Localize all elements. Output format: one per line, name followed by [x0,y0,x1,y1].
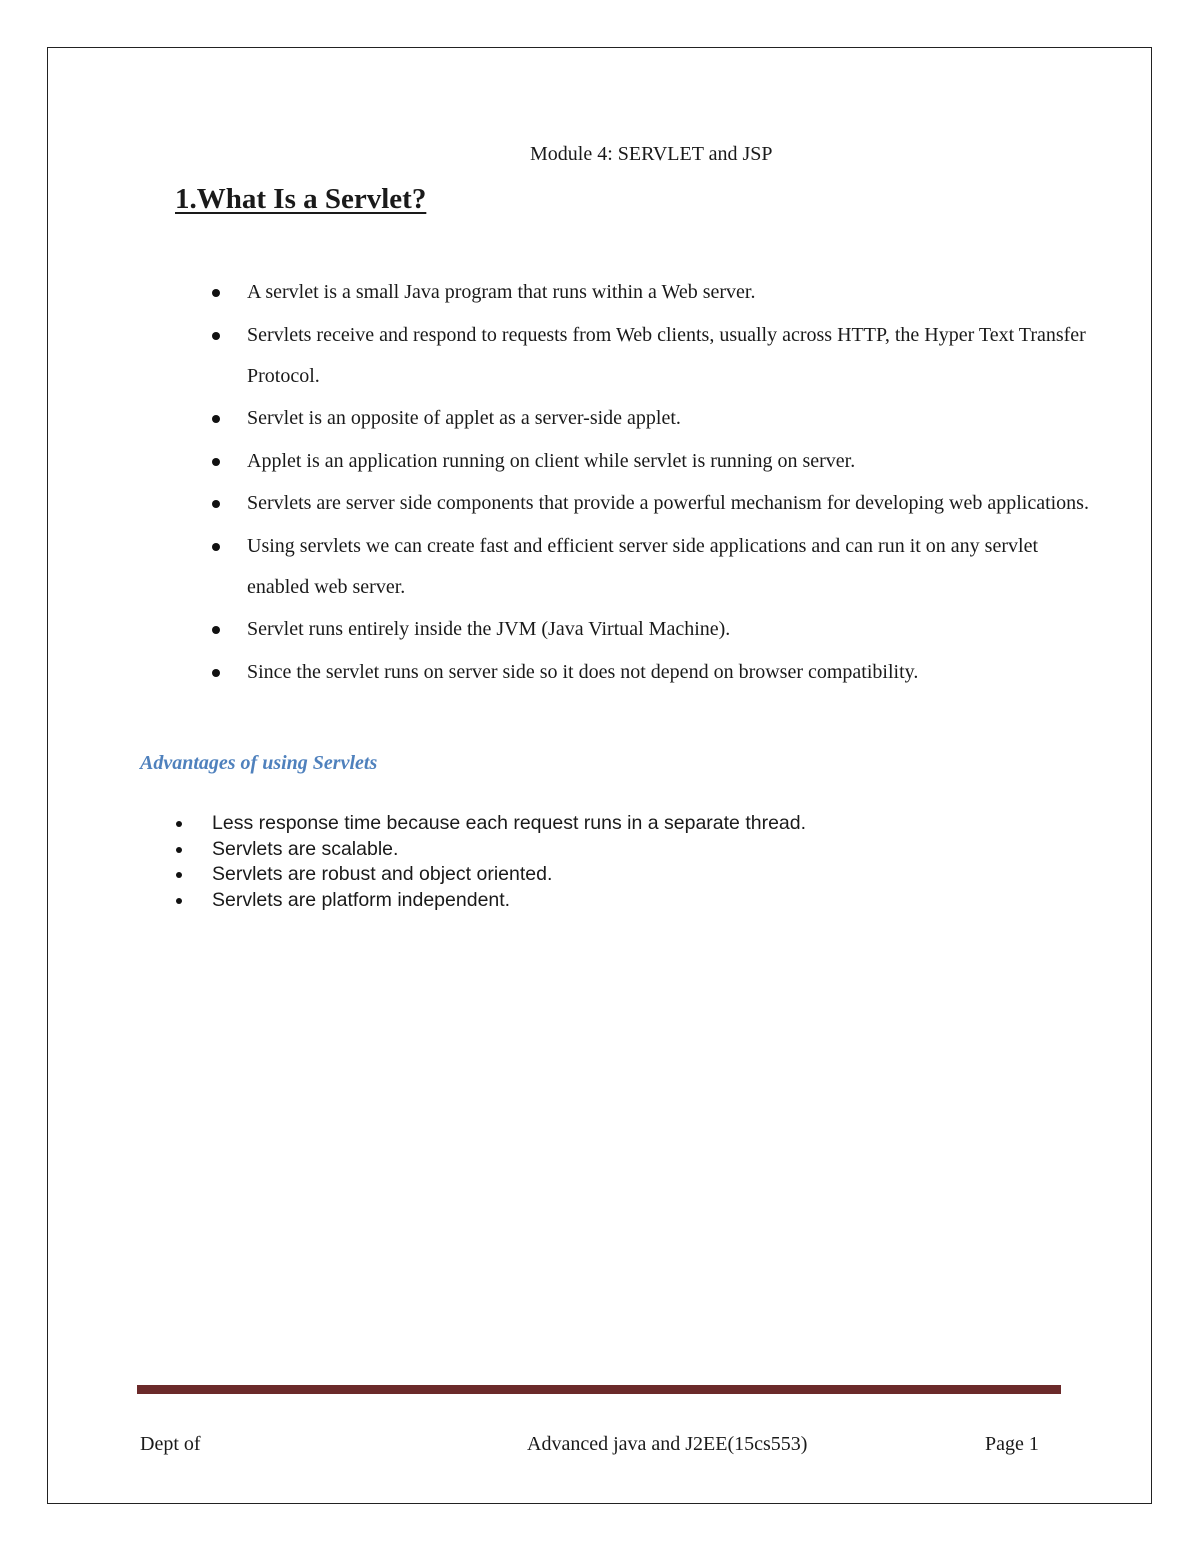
list-item [210,272,1090,313]
list-item-text: Servlets are scalable. [212,837,399,860]
footer-course-title: Advanced java and J2EE(15cs553) [527,1433,808,1455]
bullet-icon [212,543,220,551]
servlet-bullet-list [210,272,1090,694]
footer-page-number: Page 1 [985,1433,1039,1455]
list-item-text: Less response time because each request runs in a separate thread. [212,812,807,834]
bullet-icon [212,458,220,466]
list-item-text: A servlet is a small Java program that runs within a Web server. [247,281,756,303]
list-item [210,441,1090,482]
footer-rule [137,1385,1061,1394]
list-item-text: Servlet runs entirely inside the JVM (Java Virtual Machine). [247,618,731,640]
list-item-text: Servlets are platform independent. [212,888,511,911]
page-border [47,47,1152,1504]
module-title: Module 4: SERVLET and JSP [530,143,773,165]
list-item [175,888,806,914]
list-item [210,315,1090,397]
bullet-icon [212,500,220,508]
bullet-icon [212,415,220,423]
footer-department: Dept of [140,1433,201,1455]
bullet-icon [176,821,182,827]
list-item-text: Servlet is an opposite of applet as a server-side applet. [247,407,681,429]
list-item-text: Servlets are server side components that provide a powerful mechanism for developing web applications. [247,492,1089,514]
bullet-icon [176,872,182,878]
list-item-text: Since the servlet runs on server side so it does not depend on browser compatibility. [247,660,919,683]
list-item [210,609,1090,650]
list-item [175,837,806,863]
advantages-heading: Advantages of using Servlets [140,752,378,774]
list-item [210,483,1090,524]
advantages-bullet-list [175,811,806,913]
bullet-icon [176,898,182,904]
list-item-text: Servlets are robust and object oriented. [212,863,553,885]
bullet-icon [212,626,220,634]
bullet-icon [212,669,220,677]
list-item [175,811,806,837]
section-heading: 1.What Is a Servlet? [175,183,427,215]
list-item [175,862,806,888]
list-item [210,526,1090,608]
list-item-text: Applet is an application running on client while servlet is running on server. [247,449,856,472]
list-item-text: Using servlets we can create fast and efficient server side applications and can run it on any servlet enabled web server. [247,534,1038,598]
bullet-icon [212,289,220,297]
bullet-icon [176,847,182,853]
list-item [210,398,1090,439]
bullet-icon [212,332,220,340]
list-item-text: Servlets receive and respond to requests from Web clients, usually across HTTP, the Hyper Text Transfer Protocol. [247,323,1086,387]
list-item [210,652,1090,693]
